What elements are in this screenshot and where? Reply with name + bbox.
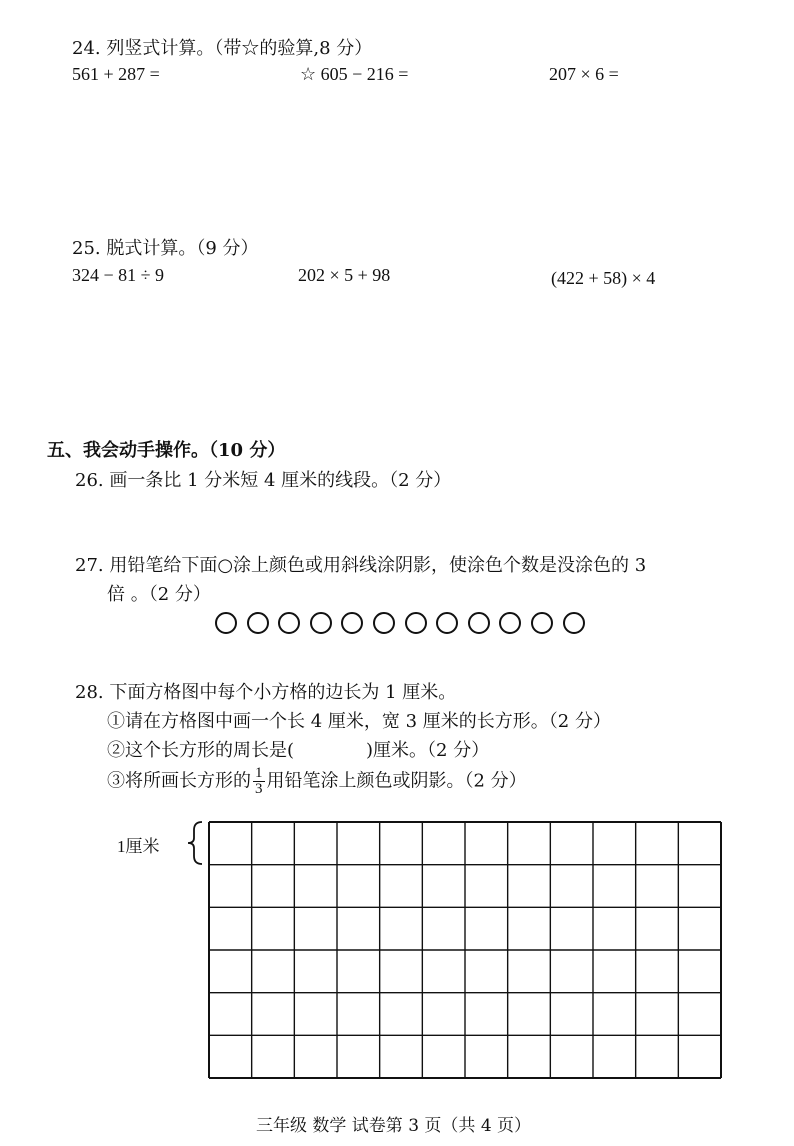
q28-part-1: ①请在方格图中画一个长 4 厘米，宽 3 厘米的长方形。（2 分）: [107, 711, 611, 732]
page-footer: 三年级 数学 试卷第 3 页（共 4 页）: [256, 1116, 532, 1136]
fraction-denominator: 3: [255, 781, 263, 797]
shade-circle[interactable]: [215, 612, 237, 634]
shade-circle[interactable]: [436, 612, 458, 634]
circle-row: [215, 612, 585, 634]
q25-title: 25. 脱式计算。（9 分）: [72, 238, 259, 259]
fraction-numerator: 1: [255, 765, 263, 781]
q24-expr-2: ☆ 605 − 216 =: [300, 64, 409, 84]
q24-title: 24. 列竖式计算。（带☆的验算,8 分）: [72, 38, 373, 59]
shade-circle[interactable]: [373, 612, 395, 634]
shade-circle[interactable]: [499, 612, 521, 634]
unit-bracket-icon: [184, 820, 206, 866]
shade-circle[interactable]: [247, 612, 269, 634]
q28-part-2: [107, 736, 489, 762]
fraction-one-third: [253, 766, 265, 797]
q28-part-3-after: 用铅笔涂上颜色或阴影。（2 分）: [266, 770, 527, 792]
q24-expr-1: 561 + 287 =: [72, 64, 160, 84]
q27-line-1: 27. 用铅笔给下面○涂上颜色或用斜线涂阴影，使涂色个数是没涂色的 3: [75, 555, 647, 576]
q28-part-2-after: )厘米。（2 分）: [366, 740, 490, 761]
q24-expr-3: 207 × 6 =: [549, 64, 619, 84]
shade-circle[interactable]: [341, 612, 363, 634]
q28-part-2-before: ②这个长方形的周长是(: [107, 740, 295, 761]
shade-circle[interactable]: [563, 612, 585, 634]
unit-label: 1厘米: [117, 837, 160, 856]
shade-circle[interactable]: [278, 612, 300, 634]
shade-circle[interactable]: [310, 612, 332, 634]
q25-expr-2: 202 × 5 + 98: [298, 265, 391, 285]
q28-part-3: [107, 766, 527, 797]
q28-part-3-before: ③将所画长方形的: [107, 770, 251, 792]
shade-circle[interactable]: [405, 612, 427, 634]
shade-circle[interactable]: [531, 612, 553, 634]
section-5-title: 五、我会动手操作。（10 分）: [47, 440, 286, 461]
shade-circle[interactable]: [468, 612, 490, 634]
q27-line-2: 倍 。（2 分）: [107, 584, 211, 605]
q26-text: 26. 画一条比 1 分米短 4 厘米的线段。（2 分）: [75, 470, 452, 491]
q25-expr-3: (422 + 58) × 4: [551, 268, 656, 288]
square-grid[interactable]: [207, 820, 723, 1080]
q25-expr-1: 324 − 81 ÷ 9: [72, 265, 165, 285]
q28-title: 28. 下面方格图中每个小方格的边长为 1 厘米。: [75, 682, 457, 703]
